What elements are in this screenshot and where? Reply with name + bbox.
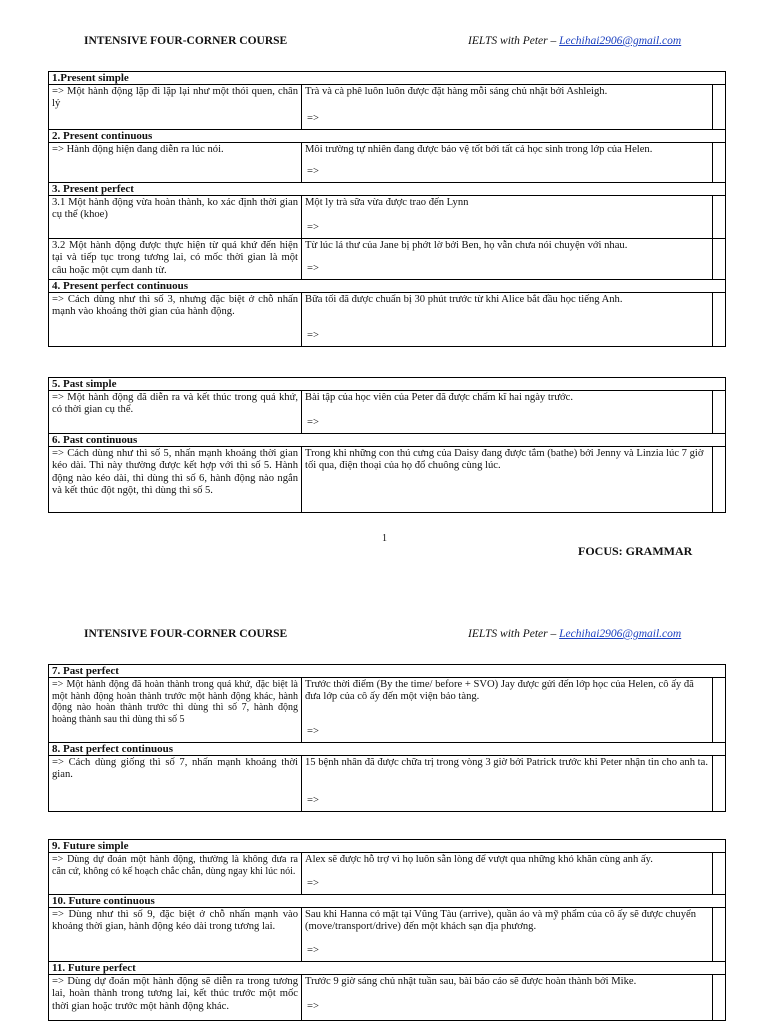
section-title-row — [49, 378, 726, 391]
example-text: Trong khi những con thú cưng của Daisy đang được tắm (bathe) bởi Jenny và Linzia lúc 7 giờ tối qua, điện thoại của họ đổ chuông cùng lúc. — [305, 448, 704, 472]
usage-cell: => Dùng dự đoán một hành động sẽ diễn ra trong tương lai, hoàn thành trong tương lai, kết thúc trước một mốc thời gian hoặc trước một hành động khác. — [49, 975, 302, 1021]
example-cell — [302, 908, 713, 962]
blank-cell — [713, 196, 726, 239]
page-number: 1 — [382, 533, 387, 544]
answer-marker: => — [307, 262, 319, 274]
answer-marker: => — [307, 944, 319, 956]
author-prefix: IELTS with Peter – — [468, 35, 560, 47]
section-title: 10. Future continuous — [49, 895, 726, 908]
tense-row — [49, 678, 726, 743]
section-title: 5. Past simple — [49, 378, 726, 391]
example-cell — [302, 975, 713, 1021]
tense-row — [49, 196, 726, 239]
section-title: 9. Future simple — [49, 840, 726, 853]
section-title-row — [49, 895, 726, 908]
tense-row — [49, 756, 726, 812]
blank-cell — [713, 239, 726, 280]
tense-table-3 — [48, 664, 726, 812]
tense-table-4 — [48, 839, 726, 1021]
answer-marker: => — [307, 416, 319, 428]
answer-marker: => — [307, 165, 319, 177]
section-title-row — [49, 743, 726, 756]
example-text: Trước 9 giờ sáng chủ nhật tuần sau, bài báo cáo sẽ được hoàn thành bởi Mike. — [305, 976, 637, 987]
answer-marker: => — [307, 329, 319, 341]
example-cell — [302, 293, 713, 347]
section-title: 6. Past continuous — [49, 434, 726, 447]
usage-cell: => Cách dùng giống thì số 7, nhấn mạnh khoảng thời gian. — [49, 756, 302, 812]
blank-cell — [713, 853, 726, 895]
example-text: Trà và cà phê luôn luôn được đặt hàng mỗi sáng chủ nhật bởi Ashleigh. — [305, 86, 608, 97]
blank-cell — [713, 447, 726, 513]
tense-row — [49, 391, 726, 434]
author-prefix: IELTS with Peter – — [468, 628, 560, 640]
tense-row — [49, 447, 726, 513]
tense-row — [49, 239, 726, 280]
usage-cell: => Một hành động lặp đi lặp lại như một thói quen, chân lý — [49, 85, 302, 130]
example-text: Từ lúc lá thư của Jane bị phớt lờ bởi Ben, họ vẫn chưa nói chuyện với nhau. — [305, 240, 628, 251]
section-title: 11. Future perfect — [49, 962, 726, 975]
section-title: 3. Present perfect — [49, 183, 726, 196]
section-title-row — [49, 280, 726, 293]
example-text: Một ly trà sữa vừa được trao đến Lynn — [305, 197, 469, 208]
usage-cell: 3.1 Một hành động vừa hoàn thành, ko xác định thời gian cụ thể (khoe) — [49, 196, 302, 239]
example-cell — [302, 678, 713, 743]
usage-cell: => Dùng dự đoán một hành động, thường là không đưa ra căn cứ, không có kế hoạch chắc chắn, dùng ngay khi lúc nói. — [49, 853, 302, 895]
author-line — [468, 35, 681, 47]
example-cell — [302, 756, 713, 812]
example-cell — [302, 447, 713, 513]
example-text: Trước thời điểm (By the time/ before + SVO) Jay được gửi đến lớp học của Helen, cô ấy đã đưa lớp của cô ấy đến một viện bảo tàng. — [305, 679, 694, 703]
example-text: Alex sẽ được hỗ trợ vì họ luôn sẵn lòng để vượt qua những khó khăn cùng anh ấy. — [305, 854, 653, 865]
section-title-row — [49, 183, 726, 196]
section-title: 7. Past perfect — [49, 665, 726, 678]
blank-cell — [713, 293, 726, 347]
example-text: Bài tập của học viên của Peter đã được chấm kĩ hai ngày trước. — [305, 392, 574, 403]
usage-cell: => Hành động hiện đang diễn ra lúc nói. — [49, 143, 302, 183]
blank-cell — [713, 391, 726, 434]
usage-cell: => Một hành động đã diễn ra và kết thúc trong quá khứ, có thời gian cụ thể. — [49, 391, 302, 434]
tense-row — [49, 143, 726, 183]
section-title-row — [49, 130, 726, 143]
tense-row — [49, 85, 726, 130]
blank-cell — [713, 678, 726, 743]
answer-marker: => — [307, 112, 319, 124]
usage-cell: => Dùng như thì số 9, đặc biệt ở chỗ nhấn mạnh vào khoảng thời gian, hành động kéo dài trong tương lai. — [49, 908, 302, 962]
example-text: Môi trường tự nhiên đang được bảo vệ tốt bởi tất cả học sinh trong lớp của Helen. — [305, 144, 653, 155]
section-title-row — [49, 840, 726, 853]
answer-marker: => — [307, 1001, 319, 1012]
section-title-row — [49, 434, 726, 447]
usage-cell: => Cách dùng như thì số 5, nhấn mạnh khoảng thời gian kéo dài. Thì này thường được kết hợp với thì số 5. Hành động nào kéo dài, thì dùng thì số 6, hành động nào ngắn và kết thúc đột ngột, thì dùng thì số 5. — [49, 447, 302, 513]
focus-label: FOCUS: GRAMMAR — [578, 544, 693, 558]
email-link[interactable]: Lechihai2906@gmail.com — [559, 35, 682, 47]
answer-marker: => — [307, 725, 319, 737]
example-text: 15 bệnh nhân đã được chữa trị trong vòng 3 giờ bởi Patrick trước khi Peter nhận tin cho anh ta. — [305, 757, 708, 768]
example-cell — [302, 85, 713, 130]
tense-row — [49, 853, 726, 895]
tense-row — [49, 975, 726, 1021]
usage-cell: => Cách dùng như thì số 3, nhưng đặc biệt ở chỗ nhấn mạnh vào khoảng thời gian của hành động. — [49, 293, 302, 347]
blank-cell — [713, 975, 726, 1021]
course-title: INTENSIVE FOUR-CORNER COURSE — [84, 628, 288, 640]
answer-marker: => — [307, 877, 319, 889]
tense-row — [49, 293, 726, 347]
author-line — [468, 628, 681, 640]
tense-table-1 — [48, 71, 726, 347]
answer-marker: => — [307, 221, 319, 233]
page-header — [0, 628, 768, 644]
blank-cell — [713, 85, 726, 130]
example-text: Bữa tối đã được chuẩn bị 30 phút trước từ khi Alice bắt đầu học tiếng Anh. — [305, 294, 623, 305]
email-link[interactable]: Lechihai2906@gmail.com — [559, 628, 682, 640]
section-title-row — [49, 72, 726, 85]
section-title-row — [49, 962, 726, 975]
usage-cell: 3.2 Một hành động được thực hiện từ quá khứ đến hiện tại và tiếp tục trong tương lai, có mốc thời gian là một câu hoặc một cụm danh từ. — [49, 239, 302, 280]
section-title-row — [49, 665, 726, 678]
example-cell — [302, 391, 713, 434]
example-cell — [302, 853, 713, 895]
example-cell — [302, 239, 713, 280]
course-title: INTENSIVE FOUR-CORNER COURSE — [84, 35, 288, 47]
example-cell — [302, 143, 713, 183]
tense-table-2 — [48, 377, 726, 513]
blank-cell — [713, 143, 726, 183]
example-text: Sau khi Hanna có mặt tại Vũng Tàu (arrive), quần áo và mỹ phẩm của cô ấy sẽ được chuyển (move/transport/drive) đến một khách sạn địa phương. — [305, 909, 697, 933]
section-title: 4. Present perfect continuous — [49, 280, 726, 293]
usage-cell: => Một hành động đã hoàn thành trong quá khứ, đặc biệt là một hành động hoàn thành trước một hành động khác, hành động nào hoàn thành trước thì dùng thì số 7, hành động hoàng thành sau thì dùng thì số 5 — [49, 678, 302, 743]
example-cell — [302, 196, 713, 239]
page-header — [0, 35, 768, 51]
tense-row — [49, 908, 726, 962]
section-title: 2. Present continuous — [49, 130, 726, 143]
blank-cell — [713, 908, 726, 962]
section-title: 1.Present simple — [49, 72, 726, 85]
section-title: 8. Past perfect continuous — [49, 743, 726, 756]
blank-cell — [713, 756, 726, 812]
answer-marker: => — [307, 794, 319, 806]
